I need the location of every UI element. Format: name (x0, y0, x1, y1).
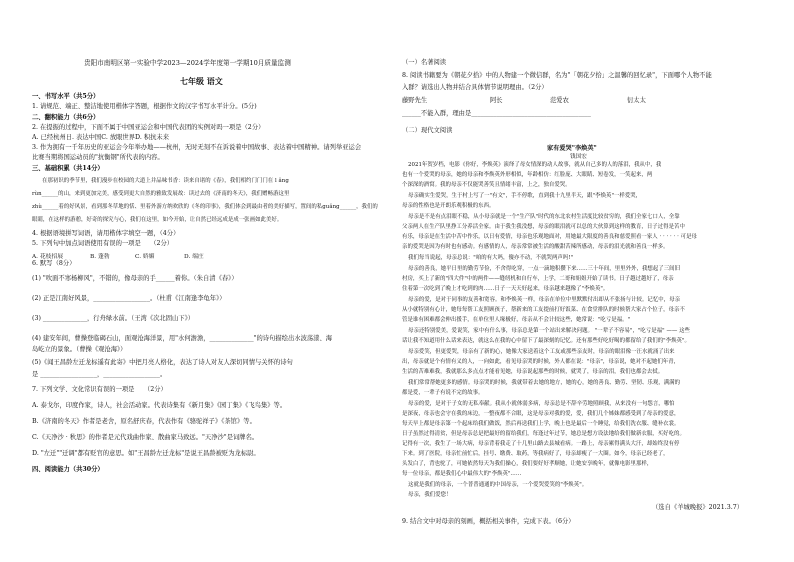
character-option: 衍太太 (627, 97, 646, 104)
question-7-c: C.《天净沙 · 秋思》的作者是元代戏曲作家、散曲家马致远。"天净沙"是词牌名。 (32, 434, 259, 441)
character-option: 范爱农 (550, 97, 569, 104)
article-line: 母亲的性格也是开朗乐观积极的东西。 (402, 203, 495, 209)
article-line: 出，母亲就是个有情有义的人，一向如此，看见母亲哭的时候，外人都在说："母亲"，母亲说，她对不起她们年青， (402, 359, 680, 365)
article-line: 村房，买上了新的"四大件"中的两件——缝纫机和自行车，上学，二哥和姐姐开始了读书。日子越过越好了，母亲 (402, 276, 674, 282)
question-7-a: A. 泰戈尔，印度作家，诗人，社会活动家。代表诗集有《新月集》《园丁集》《飞鸟集》等。 (32, 402, 287, 409)
article-line: 记得有一次，我生了一场大病，母亲背着我走了十几里山路去县城看病。一路上，母亲累得满头大汗，却始终没有停 (402, 441, 680, 447)
question-7-d: D. "左迁""迁调"都有贬官的意思。如"王昌龄左迁龙标"是说王昌龄被贬为龙标尉。 (32, 450, 260, 457)
question-2: 2. 在提振的过程中，下面不属于中国亚运会和中国代表团的实例对吗一项是（2分） (32, 124, 265, 131)
option-d: D. 端庄 (184, 254, 204, 260)
passage-line: 在那初识的季节里，我们漫步在校园的大道上并品味书香：读来自诸的《春》，我们相约门门门在 l ǎng (42, 178, 289, 184)
question-7-b: B.《济南的冬天》作者是老舍，原名舒庆春，代表作有《骆驼祥子》《茶馆》等。 (32, 418, 256, 425)
option-a: A. 花枝招展 (32, 254, 64, 260)
article-line: 母亲的爱，是对于子女的无私奉献。我从小就体弱多病，母亲总是不辞辛劳地照顾我，从来没有一句怨言，哪怕 (408, 401, 675, 407)
passage-line: 眼睛，在这样的游憩，好奇的探究与心，我们在这里，如今开始，让自然已经远成是成一张画如此美好。 (32, 217, 283, 223)
section-2-heading: 二、翻积能力（共6分） (32, 114, 100, 121)
section-4-heading: 四、阅读能力（共30分） (32, 466, 104, 473)
question-8-answer-line: ______不能入群，理由是______________________________________ (402, 110, 591, 117)
article-line: 也有一个爱哭的母亲，她的母亲和李焕英外形相似，年龄相仿：红脸庞、大眼睛、短卷发，一笑起来，两 (402, 172, 653, 178)
character-option: 藤野先生 (402, 97, 428, 104)
article-line: 有乐，母亲是在生活中苦中作乐，以日有爱情，母亲也乐观地面对，用她最大限度的善良和慈爱照看一家人 · · · · · · 可是母 (402, 234, 697, 240)
article-line: 日子虽然过得清贫，但是母亲总是把最好的留给我们，每逢过年过节，她总是想方设法地给我们做新衣服，买好吃的。 (402, 431, 685, 437)
article-line: 2021年贺岁档，电影《你好，李焕英》演绎了母女情深的动人故事，就从自己多的人的落泪，我从中，我 (408, 162, 662, 168)
section-1-heading: 一、书写水平（共5分） (32, 93, 100, 100)
question-6-4: (4) 建安年间，曹操登临碣石山，面观沧海洋景，用"水何澹澹，______________"的诗句描绘出水波荡漾、海 (32, 335, 333, 342)
article-line: 这就是我们的母亲，一个普普通通的中国母亲，一个爱哭爱笑的"李焕英"。 (408, 482, 588, 488)
article-source: （选自《羊城晚报》2021.3.7） (652, 504, 744, 511)
reading-part-2-heading: （二）现代文阅读 (402, 127, 453, 134)
article-line: 生活的苦难难我，我就那么多点点才能看见她，母亲说起那些的时候，就哭了，母亲的泪，我们也都会去拭。 (402, 369, 664, 375)
question-9: 9. 结合文中对母亲的刻画，概括相关事件，完成下表。（6分） (402, 518, 575, 525)
article-line: 头发白了，背也驼了，可她依然每天为我们操心，我们要好好孝顺她，让她安享晚年，就像电影里那样， (402, 461, 653, 467)
question-6-1: (1) "吹面不寒杨柳风"，不错的，像母亲的手______着你。（朱自清《春》） (32, 275, 238, 282)
passage-line: rùn______的山，来到更加完美，感受到更大自然的雅致发展故：读过去的《济南的冬天》，我们赠畅游这里 (32, 191, 290, 197)
article-line: 母亲，我们爱您！ (408, 492, 452, 498)
article-line: 母亲是不是有点泪眼不稳，从小母亲就是一个"生产队"时代的东北农村生活度比较贫穷的，我们全家七口人，全靠 (408, 214, 680, 220)
article-line: 母亲爱笑，但更爱哭，母亲有了新的心，她像大家送着这个工友或那些亲友时，母亲的眼泪像一汪水就涌了出来 (408, 349, 675, 355)
question-8-cont: 入群？请选出人物并结合具体情节说明理由。（2分） (402, 84, 548, 91)
question-6-5: (5)《闻王昌龄左迁龙标遥有此寄》中把月亮人格化，表达了诗人对友人深切同情与关怀的诗句 (32, 359, 293, 366)
question-8: 8. 阅读书籍要为《朝花夕拾》中的人物建一个微信群，名为"「朝花夕拾」之温馨的回忆录"，下面哪个人物不能 (402, 72, 712, 79)
passage-line: zhù______着的好风景，看到那冬草地的恬、里着外游方纳欢欣的《冬的印事》，我们体会到最由者的美好描写，置间的私guǎng______，我们的 (32, 204, 378, 210)
reading-part-1-heading: （一）名著阅读 (402, 59, 447, 66)
character-option: 阿长 (490, 97, 503, 104)
article-line: 母亲的善良，她平日里的勤劳节俭，不舍得吃穿，一点一滴地积攒下来……三十年间，里里外外，我想起了三间旧 (408, 266, 681, 272)
question-6-4-cont: 岛屹立的景象。（曹操《观沧海》） (32, 346, 127, 353)
article-line: 下来。到了医院，母亲忙前忙后，挂号、缴费、取药，等我病好了，母亲却瘦了一大圈。如今，母亲已经老了， (402, 451, 669, 457)
article-line: 从小就特别有心计，她每每帮工友照顾孩子，帮新来的工友提前打好饭菜、在食堂排队的时候帮大家占个位子，母亲不 (402, 307, 685, 313)
article-line: 我们常常帮她更多的感情。母亲哭的时候，我就带着去她的地方，她的心，她的善良、勤劳、坚韧、乐观，满满的 (408, 380, 681, 386)
question-3-cont: 比赛当期将国运动员的"抗衡钢"所代表的内容。 (32, 154, 164, 161)
question-6-3: (3) ______________，行舟绿水前。（王湾《次北固山下》） (32, 315, 195, 322)
article-line: 都是爱，一辈子有说不完的故事。 (402, 390, 484, 396)
article-line: 亲的爱哭是因为有时也有感动。有感情的人，母亲常常被生活的酸甜苦辣所感动，母亲的泪光就和善良一样多。 (402, 244, 669, 250)
article-line: 每天早上都是母亲第一个起床给我们做饭，然后再送我们上学，晚上也是最后一个睡觉，给我们洗衣服、缝补衣裳。 (402, 421, 680, 427)
article-line: 母亲确实生爱哭，生于村上写了一"有文"，手不停歌，直到我十九里半天，跟"李焕英"一样爱哭， (408, 193, 642, 199)
question-6-2: (2) 正是江南好风景，__________________。（杜甫《江南逢李龟年》） (32, 295, 226, 302)
question-2-options: A. 已经杭州日. 表达中国C. 放眼世界D. 积抗未来 (32, 134, 170, 141)
question-6-5-cont: 是 __________________，__________________。 (32, 371, 167, 378)
section-3-heading: 三、基础积累（共14分） (32, 165, 104, 172)
article-author: 钱国宏 (570, 154, 587, 160)
subject-title: 七年级 语文 (180, 76, 223, 86)
option-b: B. 蓬勃 (90, 254, 110, 260)
article-line: 管是谁有困难都会伸出援手，在单位里人缘极好，母亲从不会计较这些，她常说："吃亏是福。" (402, 317, 631, 323)
exam-title: 贵阳市南明区第一实验中学2023—2024学年度第一学期10月质量监测 (84, 59, 291, 67)
article-line: 母亲的爱，是对于同事的友善和宽容。和李焕英一样，母亲在单位中里默默付出却从不张扬与计较。记忆中，母亲 (408, 297, 681, 303)
option-c: C. 娇媚 (135, 254, 155, 260)
article-title: 家有爱哭"李焕英" (547, 145, 597, 152)
article-line: 个深深的酒窝。我的母亲不仅能哭善笑且情绪丰富，上之，独自爱哭。 (402, 182, 571, 188)
question-6: 6. 默写（8分） (32, 260, 76, 267)
question-1: 1. 请规范、端正、整洁地使用楷体字答题，根据作文的汉字书写水平计分。(5分) (32, 103, 257, 110)
question-7: 7. 下列文学、文化常识有误的一项是 （2分） (32, 386, 167, 393)
article-line: 住着第一次吃到了晚上才吃到的肉……日子一天天好起来，母亲越来越像了"李焕英"。 (402, 286, 609, 292)
article-line: 每一位母亲，都是我们心中最伟大的"李焕英"…… (402, 471, 522, 477)
article-line: 话让我不知道用什么话来表达，就这么在我的心中留下了最深刻的记忆。还有那些好吃好喝的都留给了我们的"李焕英"。 (402, 338, 690, 344)
question-5: 5. 下列句中加点词语使用有误的一项是 （2分） (32, 240, 174, 247)
article-line: 是深夜，母亲也会守在我的床边，一整夜都不合眼，这是母亲对我的爱，爱，我们几个姊妹都感受到了母亲的爱意， (402, 411, 680, 417)
article-line: 母亲还特别爱美，爱说笑，家中有什么事，母亲总是第一个站出来解决问题。 "一辈子不容易"，"吃亏是福" —— 这些 (408, 328, 690, 334)
article-line: 我们每当说起，母亲总说："咱的有大吗，傻亦不动，不就哭两声吗!" (408, 255, 574, 261)
question-3: 3. 作为拥有一千年历史的亚运会今年举办地——杭州，无时无刻不在诉说着中国故事、表达着中国精神。请列举亚运会 (32, 144, 362, 151)
question-4: 4. 根据语境拼写词语，请用楷体字填空一题，（4分） (32, 230, 180, 237)
article-line: 父亲两人在生产队里挣工分养活全家。由于我生我没想，母亲的眼泪就可以总的大伙算到这样的教育，日子过得是苦中 (402, 224, 685, 230)
